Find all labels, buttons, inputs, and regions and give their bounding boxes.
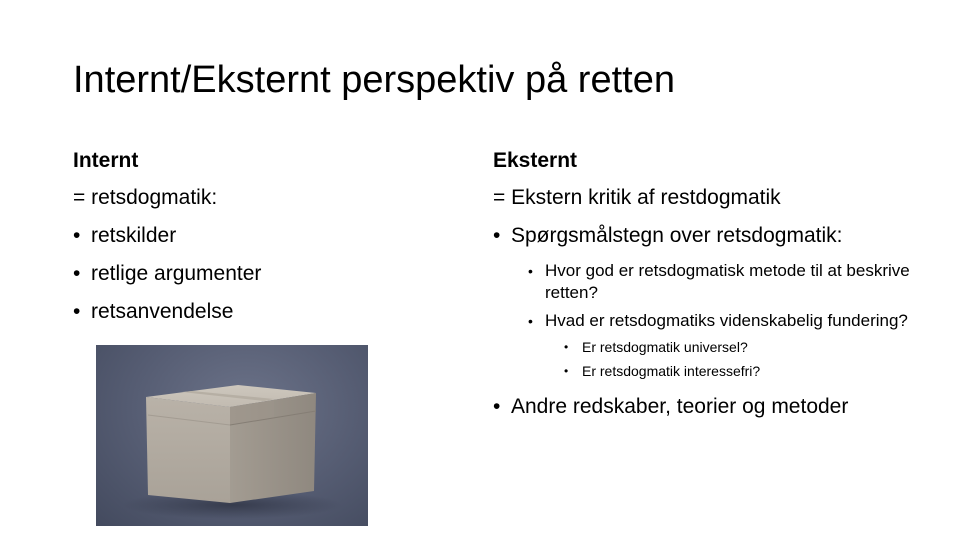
external-definition: = Ekstern kritik af restdogmatik <box>493 186 781 209</box>
external-bullet-tools: • Andre redskaber, teorier og metoder <box>493 393 923 421</box>
internal-bullet-application: • retsanvendelse <box>73 298 453 326</box>
external-sub-method: • Hvor god er retsdogmatisk metode til at beskrive retten? <box>528 260 923 304</box>
cardboard-box-photo <box>96 345 368 526</box>
cardboard-box-icon <box>96 345 368 526</box>
internal-bullet-sources: • retskilder <box>73 222 453 250</box>
external-heading: Eksternt <box>493 149 578 172</box>
external-subsub-interest: • Er retsdogmatik interessefri? <box>564 362 923 381</box>
internal-column <box>73 147 453 336</box>
slide-title: Internt/Eksternt perspektiv på retten <box>73 59 675 101</box>
external-bullet-questioning: • Spørgsmålstegn over retsdogmatik: <box>493 222 923 250</box>
external-column <box>493 147 923 431</box>
internal-bullet-arguments: • retlige argumenter <box>73 260 453 288</box>
external-sub-foundation: • Hvad er retsdogmatiks videnskabelig fundering? <box>528 310 923 332</box>
internal-heading: Internt <box>73 149 139 172</box>
external-subsub-universal: • Er retsdogmatik universel? <box>564 338 923 357</box>
internal-definition: = retsdogmatik: <box>73 186 218 209</box>
